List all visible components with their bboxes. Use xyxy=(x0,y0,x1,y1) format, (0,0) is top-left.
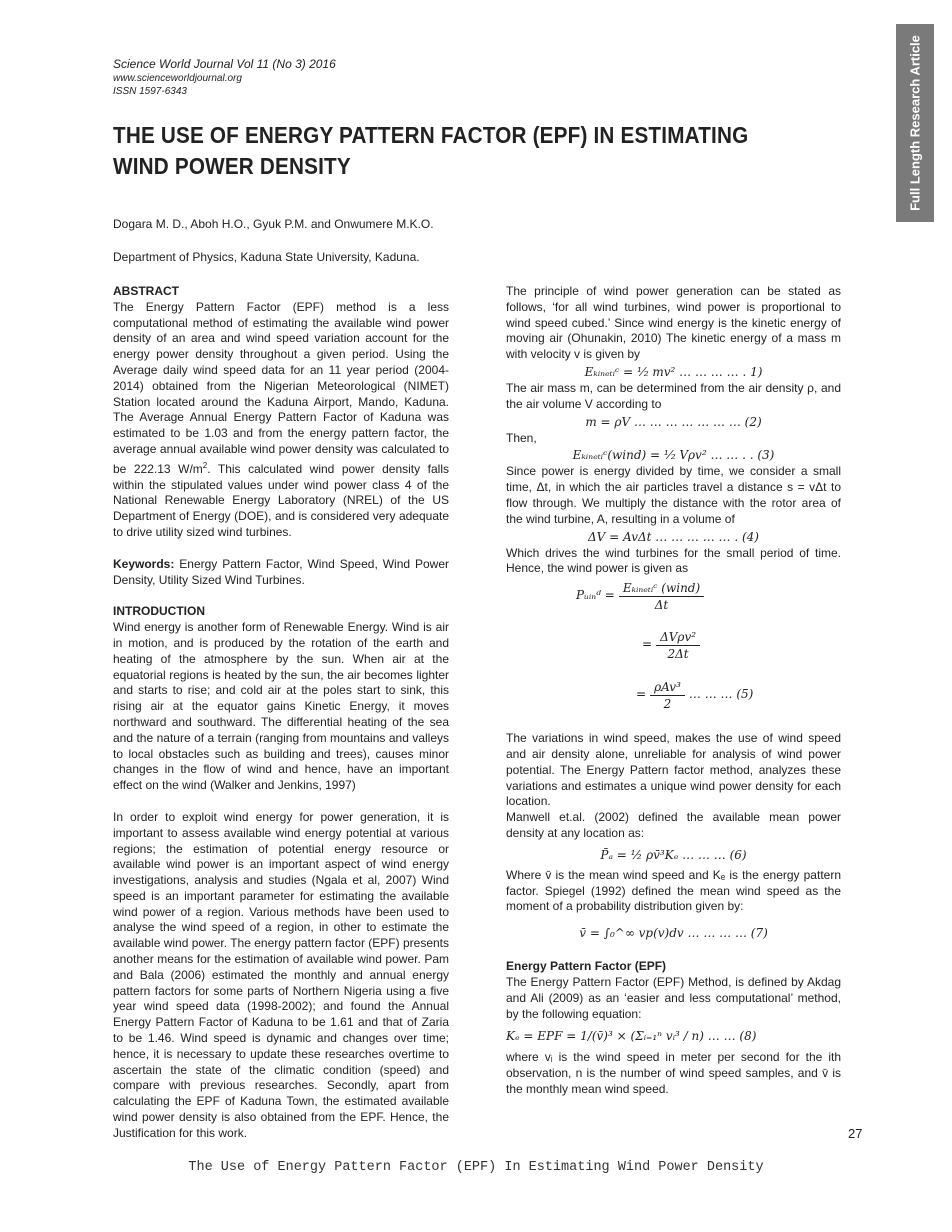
introduction-heading: INTRODUCTION xyxy=(113,604,205,619)
equation-5-line-1: Pᵤᵢₙᵈ = $\frac{\text{Eₖᵢₙₑₜᵢᶜ (wind)}}{\Delta t}$ xyxy=(576,577,841,615)
intro-paragraph-2: In order to exploit wind energy for power generation, it is important to assess available wind energy potential at various regions; the estimation of potential energy resource or available wind power is an important aspect of wind energy investigations, analysis and studies (Ngala et al, 2007) Wind speed is an important parameter for estimating the available wind power of a region. Various methods have been used to analyse the wind speed of a region, in other to estimate the available wind power. The energy pattern factor (EPF) presents another means for the estimation of available wind power. Pam and Bala (2006) estimated the monthly and annual energy pattern factors for some parts of Northern Nigeria using a five year wind speed data (1998-2002); and found the Annual Energy Pattern Factor of Kaduna to be 1.61 and that of Zaria to be 1.46. Wind speed is dynamic and changes over time; hence, it is necessary to update these researches overtime to ascertain the state of the climatic condition (speed) and compare with previous researches. Secondly, apart from calculating the EPF of Kaduna Town, the estimated available wind power density is also obtained from the EPF. Hence, the Justification for this work. xyxy=(113,809,449,1140)
epf-heading: Energy Pattern Factor (EPF) xyxy=(506,959,667,974)
article-type-label: Full Length Research Article xyxy=(907,35,923,211)
body-paragraph-3: Then, xyxy=(506,430,537,445)
paper-title xyxy=(113,120,779,182)
title-line-2: WIND POWER DENSITY xyxy=(113,153,351,179)
equation-3: Eₖᵢₙₑₜᵢᶜ(wind) = ¹⁄₂ Vρv² … … . . (3) xyxy=(572,448,775,463)
body-paragraph-6: The variations in wind speed, makes the use of wind speed and air density alone, unreliable for analysis of wind power potential. The Energy Pattern factor method, analyzes these variations and estimates a unique wind power density for each location. xyxy=(506,731,841,809)
equation-5-line-3: = $\frac{\text{ρAv³}}{2}$ … … … (5) xyxy=(636,679,754,711)
page-number: 27 xyxy=(848,1126,863,1141)
body-paragraph-4: Since power is energy divided by time, we consider a small time, Δt, in which the air particles travel a distance s = vΔt to flow through. We multiply the distance with the rotor area of the wind turbine, A, resulting in a volume of xyxy=(506,464,841,526)
abstract-heading: ABSTRACT xyxy=(113,284,179,298)
body-paragraph-9: The Energy Pattern Factor (EPF) Method, is defined by Akdag and Ali (2009) as an ‘easier and less computational’ method, by the following equation: xyxy=(506,974,841,1021)
journal-issn: ISSN 1597-6343 xyxy=(113,86,187,97)
equation-2: m = ρV … … … … … … … (2) xyxy=(585,414,762,429)
keywords-text: Energy Pattern Factor, Wind Speed, Wind Power Density, Utility Sized Wind Turbines. xyxy=(113,556,449,587)
equation-5-line-2: = $\frac{\text{ΔVρv²}}{2\Delta t}$ xyxy=(642,621,841,669)
journal-name: Science World Journal Vol 11 (No 3) 2016 xyxy=(113,57,336,71)
body-paragraph-10: where vᵢ is the wind speed in meter per second for the ith observation, n is the number of wind speed samples, and v̄ is the monthly mean wind speed. xyxy=(506,1050,841,1096)
journal-header xyxy=(113,57,336,98)
equation-8: Kₑ = EPF = 1/(v̄)³ × (Σᵢ₌₁ⁿ vᵢ³ / n) … … (8) xyxy=(506,1029,757,1044)
equation-7: v̄ = ∫₀^∞ vp(v)dv … … … … (7) xyxy=(579,926,768,941)
equation-1: Eₖᵢₙₑₜᵢᶜ = ¹⁄₂ mv² … … … … . 1) xyxy=(584,364,763,379)
running-footer: The Use of Energy Pattern Factor (EPF) In Estimating Wind Power Density xyxy=(188,1160,764,1175)
keywords xyxy=(113,557,449,589)
equation-6: P̄ₐ = ½ ρv̄³Kₑ … … … (6) xyxy=(600,847,747,862)
intro-paragraph-1: Wind energy is another form of Renewable Energy. Wind is air in motion, and is produced by the rotation of the earth and heating of the atmosphere by the sun. When air at the equatorial regions is heated by the sun, the air becomes lighter and starts to rise; and cold air at the poles start to sink, this rising air at the equator gains Kinetic Energy, it moves northward and southward. The differential heating of the sea and the nature of a terrain (ranging from mountains and valleys to local obstacles such as building and trees), causes minor changes in the flow of wind and hence, have an important effect on the wind (Walker and Jenkins, 1997) xyxy=(113,620,449,793)
right-column xyxy=(506,284,841,1098)
journal-url: www.scienceworldjournal.org xyxy=(113,73,242,84)
keywords-label: Keywords: xyxy=(113,556,175,571)
article-type-tab xyxy=(896,24,934,222)
body-paragraph-5: Which drives the wind turbines for the small period of time. Hence, the wind power is given as xyxy=(506,545,841,576)
title-line-1: THE USE OF ENERGY PATTERN FACTOR (EPF) IN ESTIMATING xyxy=(113,122,749,148)
authors: Dogara M. D., Aboh H.O., Gyuk P.M. and Onwumere M.K.O. xyxy=(113,217,434,231)
left-column xyxy=(113,284,449,1142)
abstract-text: The Energy Pattern Factor (EPF) method is a less computational method of estimating the available wind power density of an area and wind speed variation account for the energy power density throughout a given period. Using the Average daily wind speed data for an 11 year period (2004-2014) obtained from the Nigerian Meteorological (NIMET) Station located around the Kaduna Airport, Mando, Kaduna. The Average Annual Energy Pattern Factor of Kaduna was estimated to be 1.03 and from the energy pattern factor, the average annual available wind power density was calculated to be 222.13 $W/m^2$. This calculated wind power density falls within the stipulated values under wind power class 4 of the National Renewable Energy Laboratory (NREL) of the US Department of Energy (DOE), and is considered very adequate to drive utility sized wind turbines. xyxy=(113,299,449,539)
body-paragraph-7: Manwell et.al. (2002) defined the available mean power density at any location as: xyxy=(506,810,841,840)
body-paragraph-2: The air mass m, can be determined from the air density ρ, and the air volume V according to xyxy=(506,380,841,411)
affiliation: Department of Physics, Kaduna State University, Kaduna. xyxy=(113,250,420,264)
body-paragraph-1: The principle of wind power generation can be stated as follows, ‘for all wind turbines, wind power is proportional to wind speed cubed.’ Since wind energy is the kinetic energy of moving air (Ohunakin, 2010) The kinetic energy of a mass m with velocity v is given by xyxy=(506,284,841,362)
equation-4: ΔV = AvΔt … … … … … . (4) xyxy=(588,529,759,544)
body-paragraph-8: Where v̄ is the mean wind speed and Kₑ is the energy pattern factor. Spiegel (1992) defined the mean wind speed as the moment of a probability distribution given by: xyxy=(506,867,841,914)
